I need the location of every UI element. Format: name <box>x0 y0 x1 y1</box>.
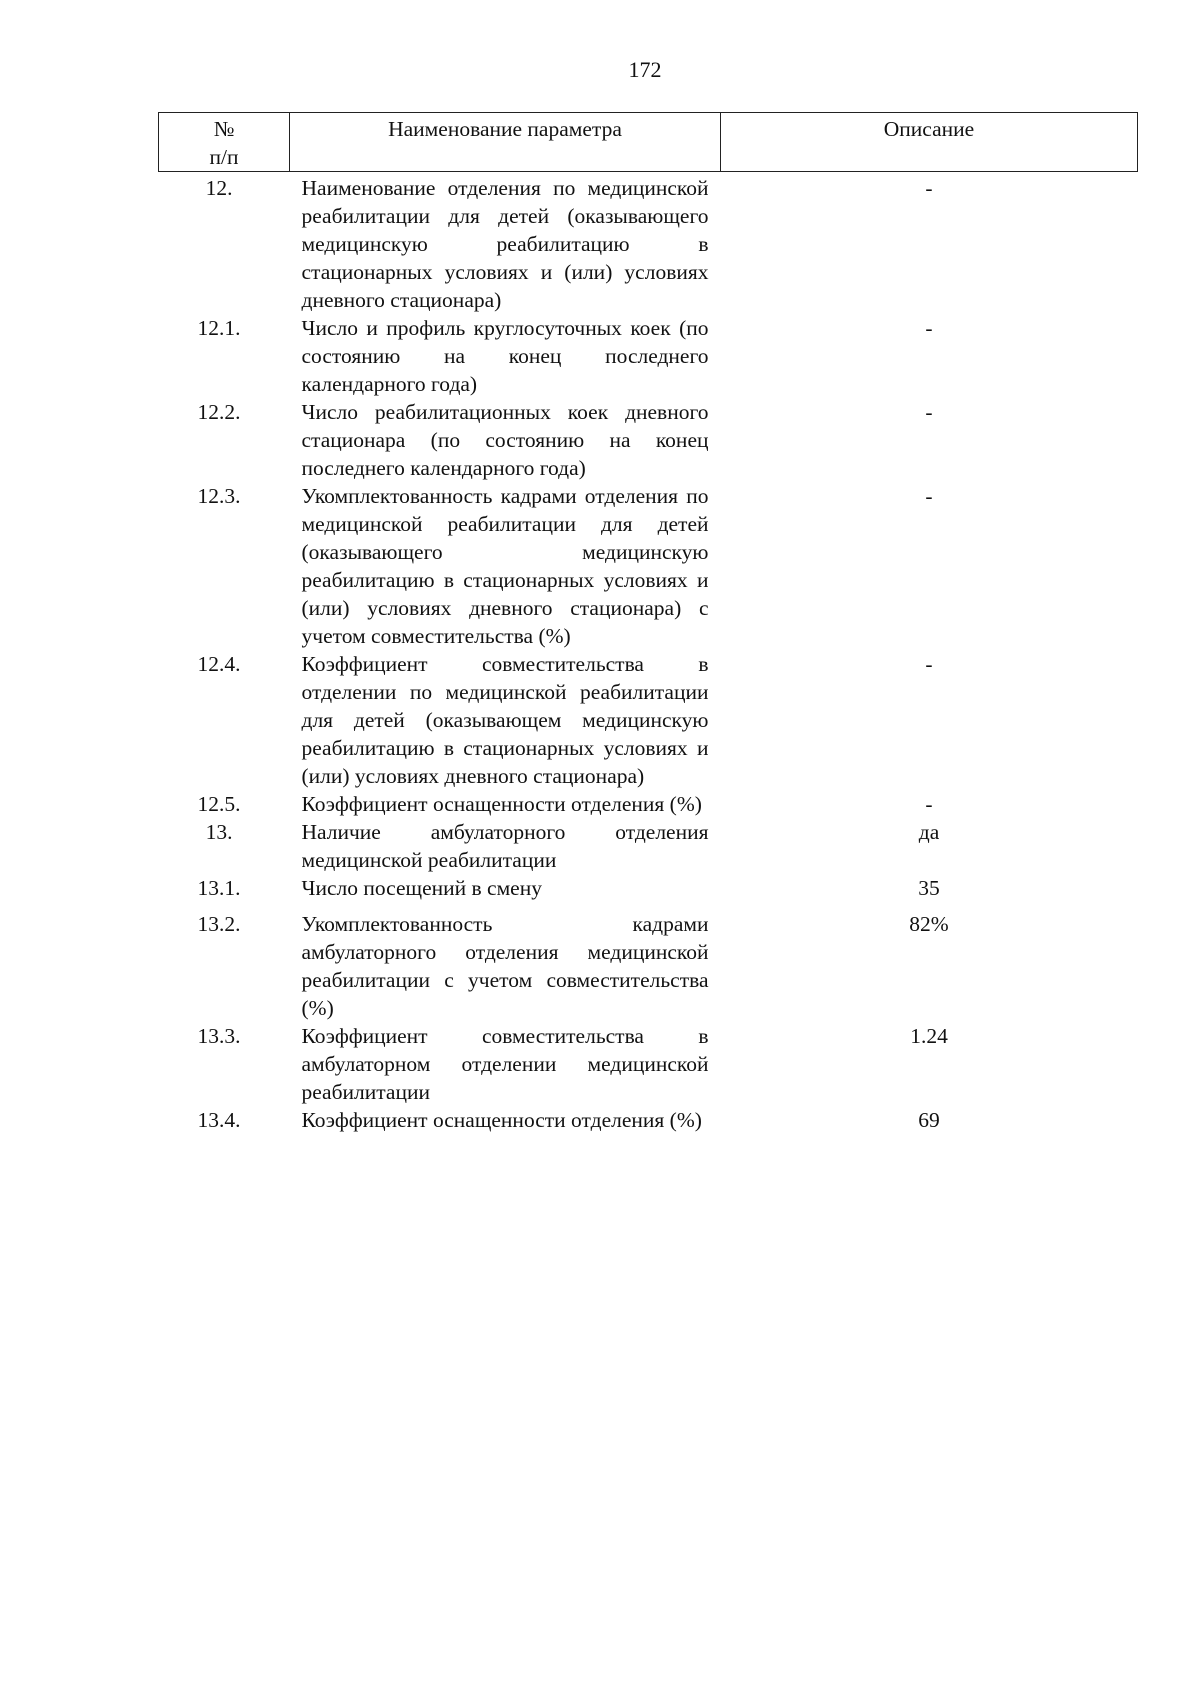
row-number: 13.4. <box>197 1108 241 1132</box>
row-number: 12.5. <box>197 792 241 816</box>
row-parameter-name: Коэффициент оснащенности отделения (%) <box>301 1108 702 1132</box>
table-row <box>159 1022 1138 1106</box>
table-row <box>159 874 1138 902</box>
row-number: 12.3. <box>197 484 241 508</box>
row-parameter-name: Коэффициент оснащенности отделения (%) <box>301 792 702 816</box>
row-description: - <box>925 176 933 200</box>
row-number: 12.1. <box>197 316 241 340</box>
parameters-table <box>158 112 1138 1134</box>
row-parameter-name: Коэффициент совместительства в амбулаторном отделении медицинской реабилитации <box>301 1024 709 1104</box>
row-number: 13.1. <box>197 876 241 900</box>
row-number: 13.3. <box>197 1024 241 1048</box>
row-description: 1.24 <box>910 1024 948 1048</box>
row-description: 69 <box>918 1108 940 1132</box>
row-parameter-name: Наличие амбулаторного отделения медицинской реабилитации <box>301 820 709 872</box>
row-parameter-name: Коэффициент совместительства в отделении по медицинской реабилитации для детей (оказывающем медицинскую реабилитацию в стационарных условиях и (или) условиях дневного стационара) <box>301 652 709 788</box>
row-parameter-name: Число посещений в смену <box>301 876 542 900</box>
table-row <box>159 650 1138 790</box>
row-description: - <box>925 652 933 676</box>
row-parameter-name: Укомплектованность кадрами отделения по медицинской реабилитации для детей (оказывающего медицинскую реабилитацию в стационарных условиях и (или) условиях дневного стационара) с учетом совместительства (%) <box>301 484 709 648</box>
table-row <box>159 482 1138 650</box>
row-description: - <box>925 484 933 508</box>
row-description: - <box>925 316 933 340</box>
row-number: 13. <box>205 820 233 844</box>
table-header <box>159 113 1138 172</box>
row-description: - <box>925 400 933 424</box>
row-number: 12. <box>205 176 233 200</box>
table-header-row <box>159 113 1138 172</box>
header-number-symbol: № <box>213 117 235 141</box>
table-row <box>159 314 1138 398</box>
table-row <box>159 398 1138 482</box>
table-row <box>159 902 1138 1022</box>
row-parameter-name: Число и профиль круглосуточных коек (по состоянию на конец последнего календарного года) <box>301 316 709 396</box>
row-description: - <box>925 792 933 816</box>
table-row <box>159 790 1138 818</box>
row-parameter-name: Число реабилитационных коек дневного стационара (по состоянию на конец последнего календарного года) <box>301 400 709 480</box>
row-number: 12.4. <box>197 652 241 676</box>
row-description: 35 <box>918 876 940 900</box>
row-parameter-name: Наименование отделения по медицинской реабилитации для детей (оказывающего медицинскую реабилитацию в стационарных условиях и (или) условиях дневного стационара) <box>301 176 709 312</box>
table-body <box>159 172 1138 1135</box>
header-number <box>159 113 290 172</box>
row-number: 13.2. <box>197 912 241 936</box>
row-description: 82% <box>909 912 949 936</box>
row-number: 12.2. <box>197 400 241 424</box>
header-number-abbrev: п/п <box>209 145 239 169</box>
header-description: Описание <box>721 113 1138 172</box>
table-row <box>159 818 1138 874</box>
row-description: да <box>918 820 940 844</box>
page-number: 172 <box>628 57 662 82</box>
header-parameter-name: Наименование параметра <box>290 113 721 172</box>
table-row <box>159 1106 1138 1134</box>
row-parameter-name: Укомплектованность кадрами амбулаторного отделения медицинской реабилитации с учетом совместительства (%) <box>301 912 709 1020</box>
table-row <box>159 172 1138 315</box>
